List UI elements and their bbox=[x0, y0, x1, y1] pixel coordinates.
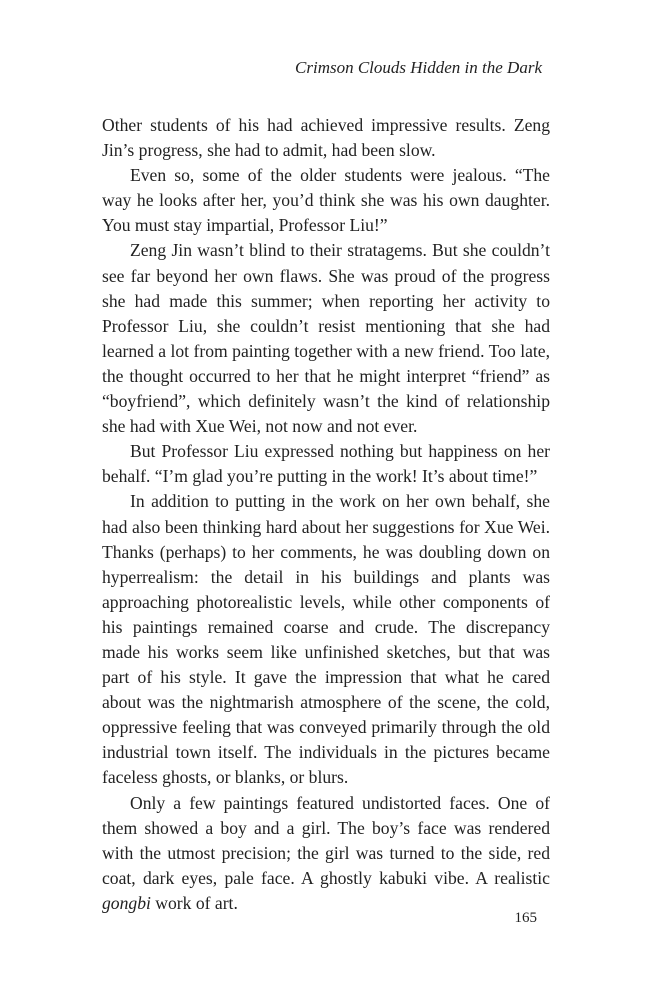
paragraph-2: Even so, some of the older students were jealous. “The way he looks after her, you’d think she was his own daughter. You must stay impartial, Professor Liu!” bbox=[102, 165, 550, 236]
paragraph-5: In addition to putting in the work on her own behalf, she had also been thinking hard about her suggestions for Xue Wei. Thanks (perhaps) to her comments, he was doubling down on hyperrealism: the detail in his buildings and plants was approaching photorealistic levels, while other components of his paintings remained coarse and crude. The discrepancy made his works seem like unfinished sketches, but that was part of his style. It gave the impression that what he cared about was the nightmarish atmosphere of the scene, the cold, oppressive feeling that was conveyed primarily through the old industrial town itself. The individuals in the pictures became faceless ghosts, or blanks, or blurs. bbox=[102, 491, 550, 788]
paragraph-6-tail: work of art. bbox=[150, 892, 238, 913]
italic-term: gongbi bbox=[102, 892, 151, 913]
paragraph-4: But Professor Liu expressed nothing but happiness on her behalf. “I’m glad you’re putting in the work! It’s about time!” bbox=[102, 441, 550, 487]
paragraph-6-text: Only a few paintings featured undistorted faces. One of them showed a boy and a girl. The boy’s face was rendered with the utmost precision; the girl was turned to the side, red coat, dark eyes, pale face. A ghostly kabuki vibe. A realistic bbox=[102, 792, 550, 888]
page-number: 165 bbox=[514, 910, 537, 926]
paragraph-1: Other students of his had achieved impressive results. Zeng Jin’s progress, she had to admit, had been slow. bbox=[102, 115, 550, 161]
paragraph-3: Zeng Jin wasn’t blind to their stratagems. But she couldn’t see far beyond her own flaws. She was proud of the progress she had made this summer; when reporting her activity to Professor Liu, she couldn’t resist mentioning that she had learned a lot from painting together with a new friend. Too late, the thought occurred to her that he might interpret “friend” as “boyfriend”, which definitely wasn’t the kind of relationship she had with Xue Wei, not now and not ever. bbox=[102, 240, 550, 437]
paragraph-6 bbox=[102, 791, 550, 916]
body-text bbox=[102, 113, 550, 916]
running-head: Crimson Clouds Hidden in the Dark bbox=[295, 58, 542, 77]
